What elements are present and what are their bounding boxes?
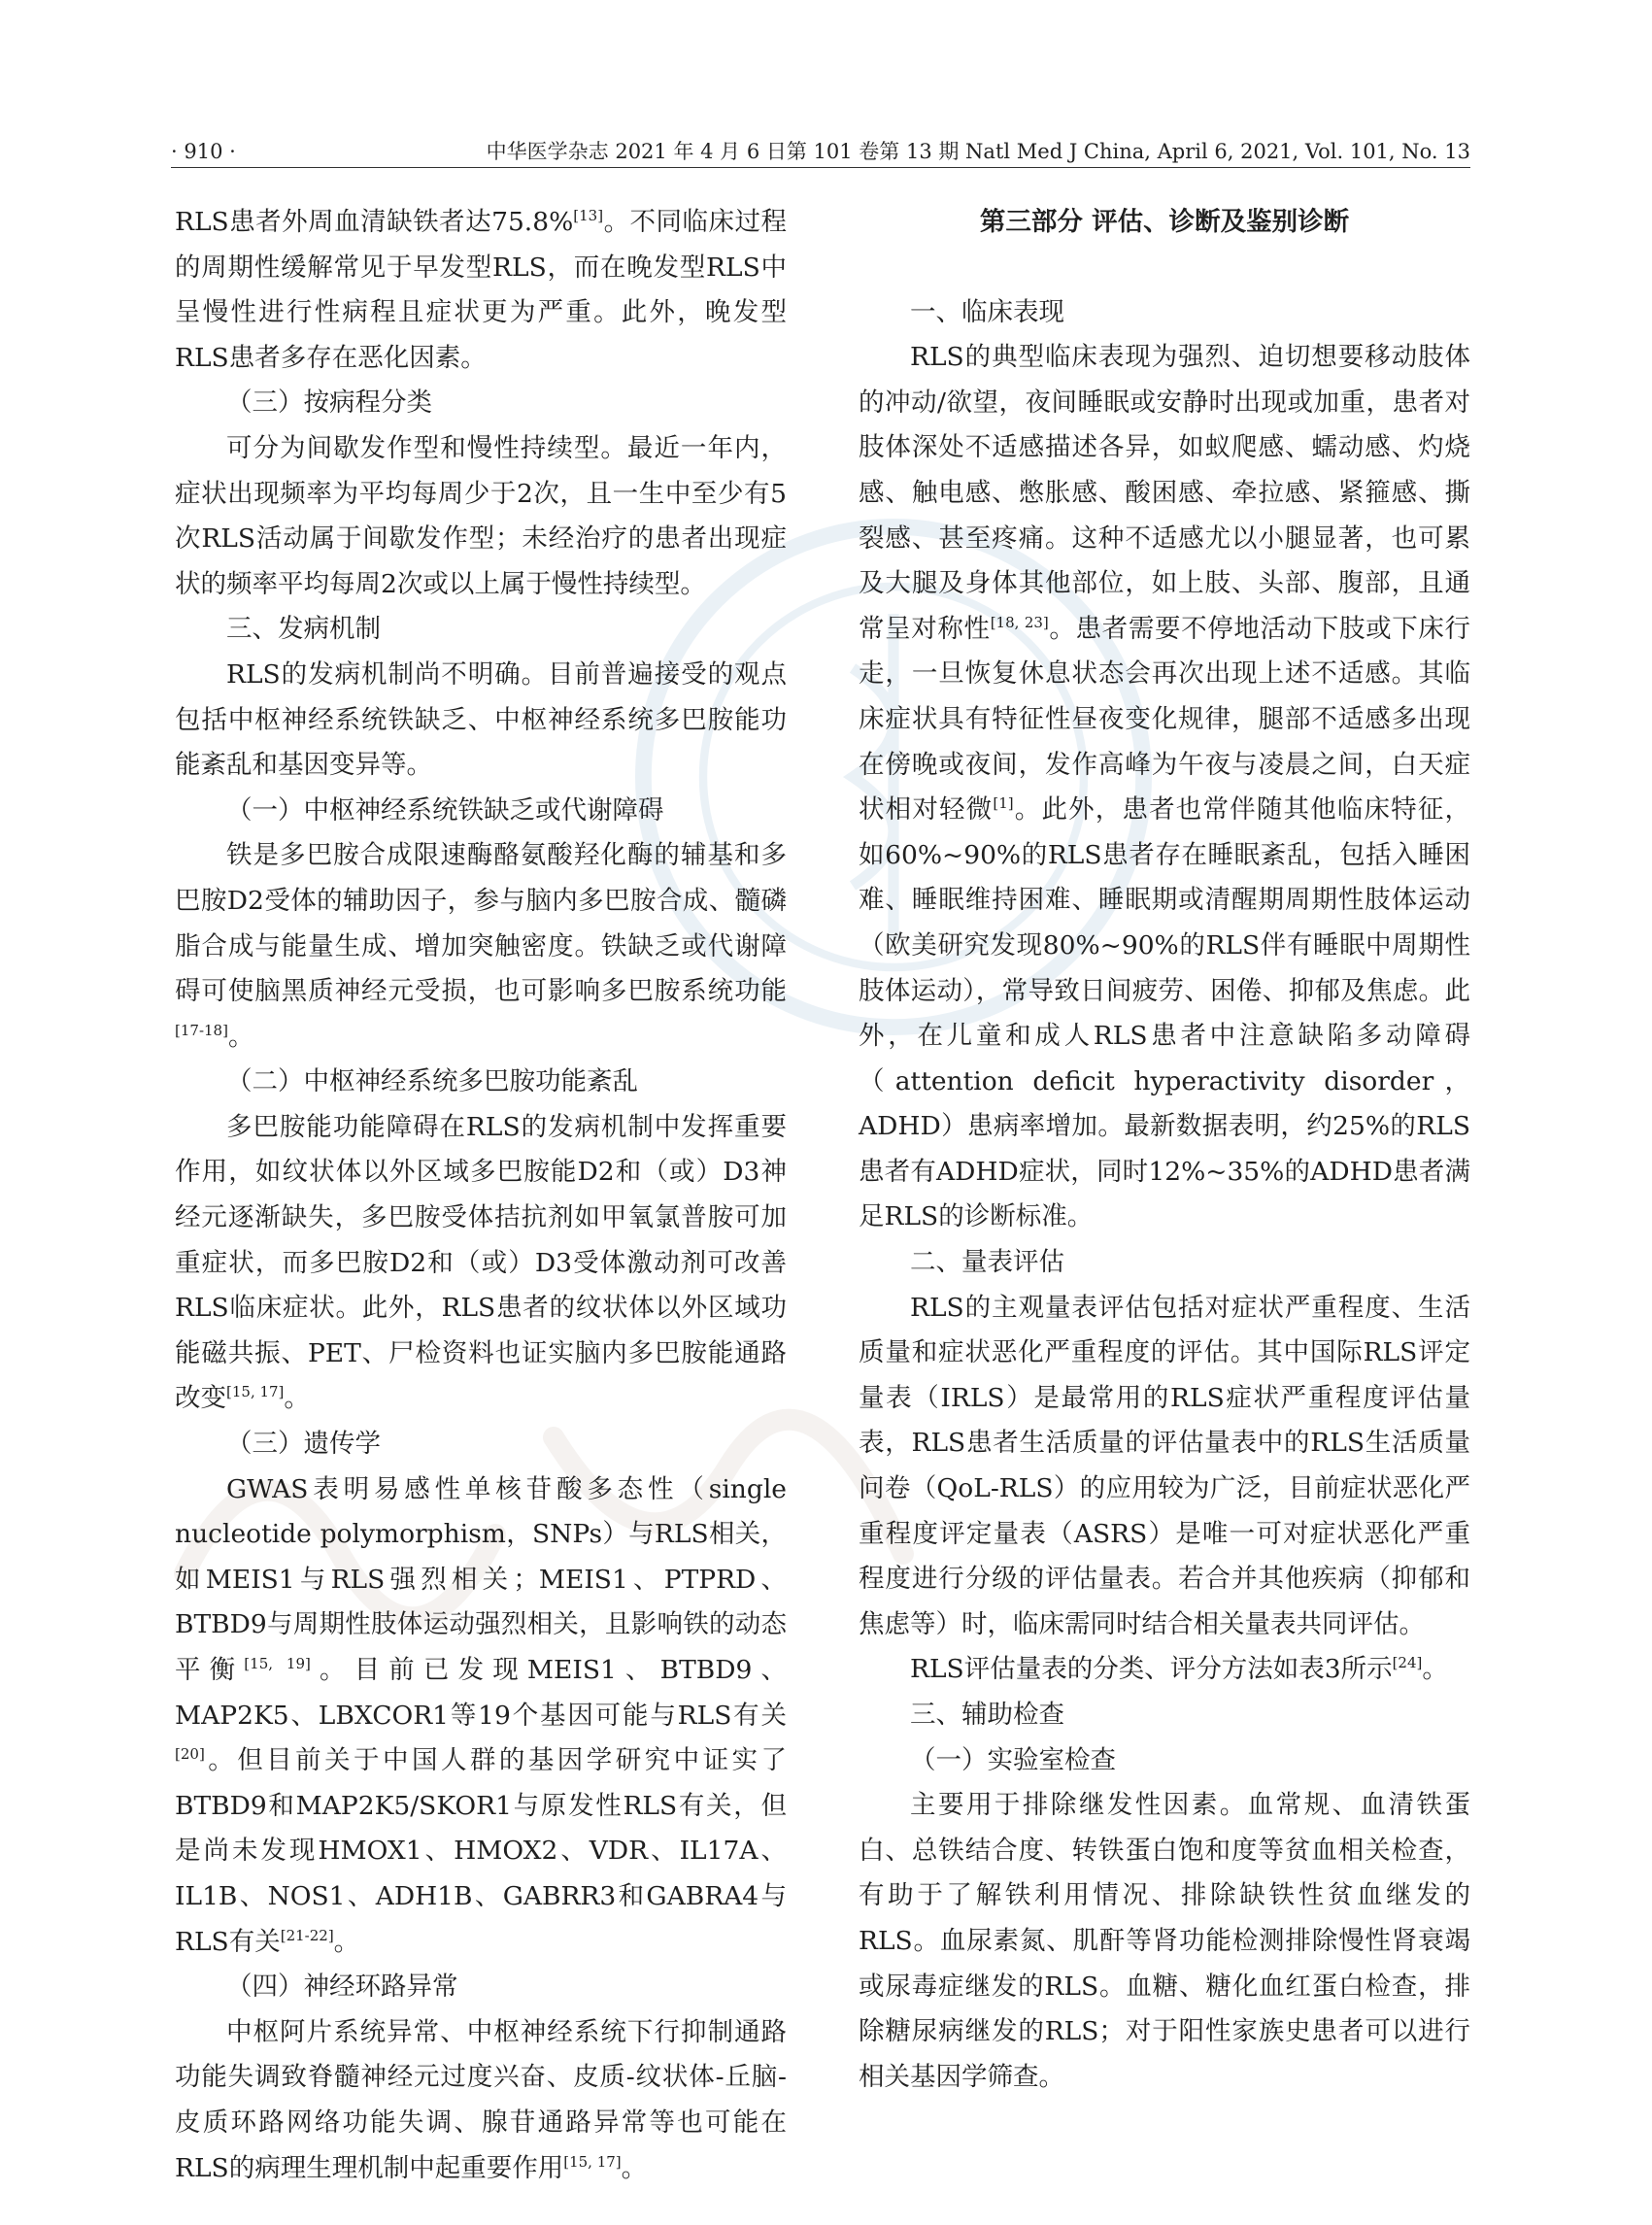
- text-run: 铁是多巴胺合成限速酶酪氨酸羟化酶的辅基和多巴胺D2受体的辅助因子，参与脑内多巴胺合成、髓磷脂合成与能量生成、增加突触密度。铁缺乏或代谢障碍可使脑黑质神经元受损，也可影响多巴胺系统功能: [175, 840, 787, 1007]
- citation-ref: [15, 17]: [563, 2152, 622, 2171]
- header-rule: [171, 167, 1470, 168]
- paragraph: [175, 789, 787, 834]
- running-header: [171, 134, 1470, 169]
- text-run: RLS的发病机制尚不明确。目前普遍接受的观点包括中枢神经系统铁缺乏、中枢神经系统多巴胺能功能紊乱和基因变异等。: [175, 658, 787, 781]
- citation-ref: [21-22]: [280, 1926, 334, 1944]
- text-run: 。: [284, 1383, 310, 1414]
- citation-ref: [20]: [175, 1745, 205, 1764]
- paragraph: [859, 335, 1470, 1240]
- paragraph: [859, 1240, 1470, 1286]
- text-run: 。不同临床过程的周期性缓解常见于早发型RLS，而在晚发型RLS中呈慢性进行性病程且症状更为严重。此外，晚发型RLS患者多存在恶化因素。: [175, 207, 788, 373]
- paragraph: [175, 1105, 787, 1422]
- text-run: RLS评估量表的分类、评分方法如表3所示: [910, 1654, 1393, 1685]
- text-run: （三）按病程分类: [226, 388, 432, 419]
- citation-ref: [1]: [993, 794, 1014, 813]
- paragraph: [175, 833, 787, 1060]
- text-run: 。此外，患者也常伴随其他临床特征，如60%~90%的RLS患者存在睡眠紊乱，包括入睡困难、睡眠维持困难、睡眠期或清醒期周期性肢体运动（欧美研究发现80%~90%的RLS伴有睡眠中周期性肢体运动），常导致日间疲劳、困倦、抑郁及焦虑。此外，在儿童和成人RLS患者中注意缺陷多动障碍（attention deficit hyperactivity disorder，ADHD）患病率增加。最新数据表明，约25%的RLS患者有ADHD症状，同时12%~35%的ADHD患者满足RLS的诊断标准。: [859, 794, 1471, 1232]
- text-run: 中枢阿片系统异常、中枢神经系统下行抑制通路功能失调致脊髓神经元过度兴奋、皮质-纹状体-丘脑-皮质环路网络功能失调、腺苷通路异常等也可能在RLS的病理生理机制中起重要作用: [175, 2016, 787, 2183]
- journal-citation: 中华医学杂志 2021 年 4 月 6 日第 101 卷第 13 期 Natl Med J China, April 6, 2021, Vol. 101, No. 13: [486, 140, 1470, 163]
- citation-ref: [13]: [573, 207, 604, 224]
- paragraph: [859, 1783, 1470, 2100]
- paragraph: [175, 2010, 787, 2191]
- paragraph: [859, 290, 1470, 336]
- right-column: [859, 200, 1470, 2100]
- section-heading: [859, 200, 1470, 246]
- text-run: 。患者需要不停地活动下肢或下床行走，一旦恢复休息状态会再次出现上述不适感。其临床症状具有特征性昼夜变化规律，腿部不适感多出现在傍晚或夜间，发作高峰为午夜与凌晨之间，白天症状相对轻微: [859, 613, 1471, 826]
- left-column: [175, 200, 787, 2191]
- paragraph: [175, 200, 787, 381]
- paragraph: [175, 381, 787, 426]
- text-run: 。: [333, 1926, 360, 1957]
- paragraph: [859, 1738, 1470, 1784]
- text-run: 二、量表评估: [910, 1247, 1064, 1278]
- paragraph: [859, 1286, 1470, 1648]
- text-run: 第三部分 评估、诊断及鉴别诊断: [979, 207, 1350, 237]
- text-run: 一、临床表现: [910, 296, 1064, 327]
- text-run: 可分为间歇发作型和慢性持续型。最近一年内，症状出现频率为平均每周少于2次，且一生中至少有5次RLS活动属于间歇发作型；未经治疗的患者出现症状的频率平均每周2次或以上属于慢性持续型。: [175, 432, 787, 599]
- citation-ref: [17-18]: [175, 1021, 228, 1039]
- citation-ref: [15, 19]: [244, 1655, 311, 1672]
- text-run: （一）实验室检查: [910, 1744, 1116, 1775]
- citation-ref: [24]: [1392, 1654, 1423, 1672]
- text-run: 多巴胺能功能障碍在RLS的发病机制中发挥重要作用，如纹状体以外区域多巴胺能D2和（或）D3神经元逐渐缺失，多巴胺受体拮抗剂如甲氧氯普胺可加重症状，而多巴胺D2和（或）D3受体激动剂可改善RLS临床症状。此外，RLS患者的纹状体以外区域功能磁共振、PET、尸检资料也证实脑内多巴胺能通路改变: [175, 1111, 787, 1414]
- citation-ref: [15, 17]: [226, 1383, 285, 1401]
- text-run: 三、辅助检查: [910, 1700, 1064, 1730]
- text-run: 三、发病机制: [226, 614, 381, 645]
- paragraph: [175, 653, 787, 789]
- text-run: RLS的典型临床表现为强烈、迫切想要移动肢体的冲动/欲望，夜间睡眠或安静时出现或加重，患者对肢体深处不适感描述各异，如蚁爬感、蠕动感、灼烧感、触电感、憋胀感、酸困感、牵拉感、紧箍感、撕裂感、甚至疼痛。这种不适感尤以小腿显著，也可累及大腿及身体其他部位，如上肢、头部、腹部，且通常呈对称性: [859, 342, 1470, 644]
- paragraph: [859, 1693, 1470, 1738]
- paragraph: [859, 1647, 1470, 1693]
- text-run: RLS的主观量表评估包括对症状严重程度、生活质量和症状恶化严重程度的评估。其中国际RLS评定量表（IRLS）是最常用的RLS症状严重程度评估量表，RLS患者生活质量的评估量表中的RLS生活质量问卷（QoL-RLS）的应用较为广泛，目前症状恶化严重程度评定量表（ASRS）是唯一可对症状恶化严重程度进行分级的评估量表。若合并其他疾病（抑郁和焦虑等）时，临床需同时结合相关量表共同评估。: [859, 1292, 1470, 1639]
- text-run: 。目前已发现MEIS1、BTBD9、MAP2K5、LBXCOR1等19个基因可能与RLS有关: [175, 1655, 787, 1731]
- paragraph: [175, 1422, 787, 1467]
- paragraph: [175, 1060, 787, 1105]
- paragraph: [175, 1965, 787, 2010]
- citation-ref: [18, 23]: [990, 613, 1049, 631]
- text-run: （二）中枢神经系统多巴胺功能紊乱: [226, 1066, 638, 1097]
- text-run: 。: [1422, 1654, 1448, 1685]
- paragraph: [175, 607, 787, 653]
- text-run: （一）中枢神经系统铁缺乏或代谢障碍: [226, 794, 664, 826]
- paragraph: [175, 426, 787, 607]
- text-run: （四）神经环路异常: [226, 1972, 458, 2003]
- page-number: · 910 ·: [171, 140, 236, 163]
- text-run: RLS患者外周血清缺铁者达75.8%: [175, 207, 574, 237]
- text-run: 。但目前关于中国人群的基因学研究中证实了BTBD9和MAP2K5/SKOR1与原发性RLS有关，但是尚未发现HMOX1、HMOX2、VDR、IL17A、IL1B、NOS1、ADH1B、GABRR3和GABRA4与RLS有关: [175, 1745, 787, 1957]
- paragraph: [175, 1467, 787, 1966]
- text-run: 。: [227, 1021, 254, 1052]
- text-run: GWAS表明易感性单核苷酸多态性（single nucleotide polymorphism，SNPs）与RLS相关，如MEIS1与RLS强烈相关；MEIS1、PTPRD、BTBD9与周期性肢体运动强烈相关，且影响铁的动态平衡: [175, 1473, 787, 1685]
- text-run: 。: [621, 2152, 648, 2183]
- text-run: 主要用于排除继发性因素。血常规、血清铁蛋白、总铁结合度、转铁蛋白饱和度等贫血相关检查，有助于了解铁利用情况、排除缺铁性贫血继发的RLS。血尿素氮、肌酐等肾功能检测排除慢性肾衰竭或尿毒症继发的RLS。血糖、糖化血红蛋白检查，排除糖尿病继发的RLS；对于阳性家族史患者可以进行相关基因学筛查。: [859, 1790, 1470, 2092]
- text-run: （三）遗传学: [226, 1429, 381, 1460]
